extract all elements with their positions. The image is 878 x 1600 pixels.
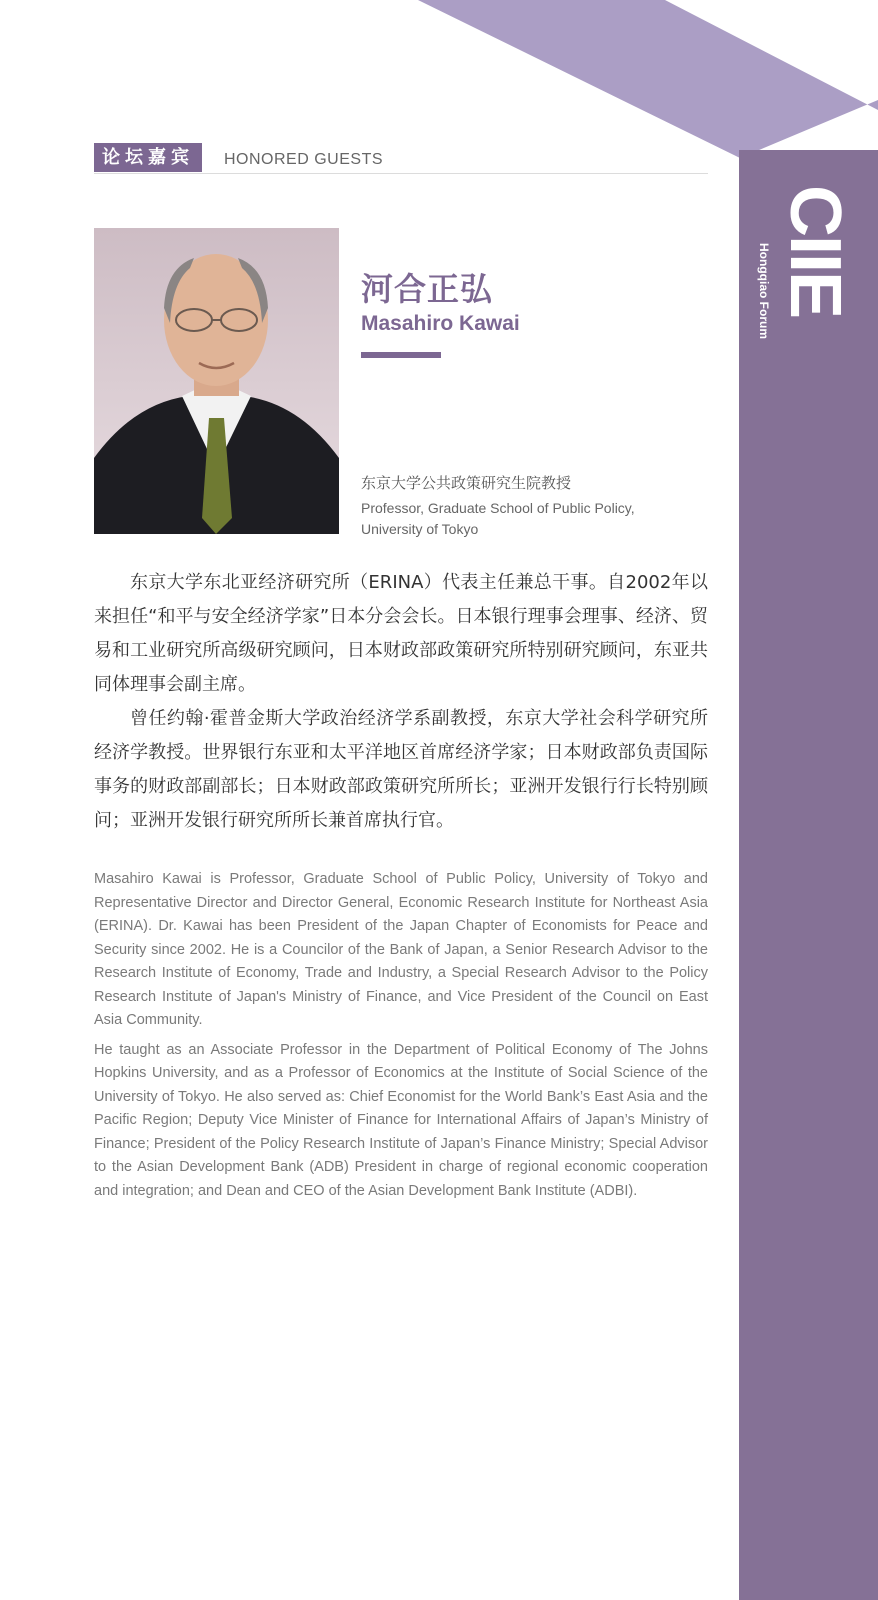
section-label-cn: 论坛嘉宾: [94, 143, 202, 172]
logo-wordmark: CIIE: [775, 185, 855, 318]
bio-en-paragraph-1: Masahiro Kawai is Professor, Graduate School of Public Policy, University of Tokyo and Representative Director and Director General, Economic Research Institute for Northeast Asia (ERINA). Dr. Kawai has been President of the Japan Chapter of Economists for Peace and Security since 2002. He is a Councilor of the Bank of Japan, a Senior Research Advisor to the Research Institute of Economy, Trade and Industry, a Special Research Advisor to the Policy Research Institute of Japan's Ministry of Finance, and Vice President of the Council on East Asia Community.: [94, 871, 708, 1028]
side-band: [739, 150, 878, 1600]
guest-name-cn: 河合正弘: [361, 270, 494, 308]
bio-en-paragraph-2: He taught as an Associate Professor in the Department of Political Economy of The Johns Hopkins University, and as a Professor of Economics at the Institute of Social Science of the University of Tokyo. He also served as: Chief Economist for the World Bank’s East Asia and the Pacific Region; Deputy Vice Minister of Finance for International Affairs of Japan’s Ministry of Finance; President of the Policy Research Institute of Japan’s Finance Ministry; Special Advisor to the Asian Development Bank (ADB) President in charge of regional economic cooperation and integration; and Dean and CEO of the Asian Development Bank Institute (ADBI).: [94, 1041, 708, 1199]
guest-name-en: Masahiro Kawai: [361, 312, 520, 335]
biography-en: [94, 868, 708, 1209]
section-header: [94, 143, 708, 174]
bio-cn-paragraph-1: 东京大学东北亚经济研究所（ERINA）代表主任兼总干事。自2002年以来担任“和平与安全经济学家”日本分会会长。日本银行理事会理事、经济、贸易和工业研究所高级研究顾问，日本财政部政策研究所特别研究顾问，东亚共同体理事会副主席。: [94, 572, 708, 695]
biography-cn: [94, 566, 708, 838]
guest-title-en: Professor, Graduate School of Public Policy, University of Tokyo: [361, 500, 635, 537]
guest-title-cn: 东京大学公共政策研究生院教授: [361, 474, 572, 492]
section-label-en: HONORED GUESTS: [224, 151, 384, 168]
logo-subtitle: Hongqiao Forum: [757, 243, 771, 339]
guest-portrait: [94, 228, 339, 534]
bio-cn-paragraph-2: 曾任约翰·霍普金斯大学政治经济学系副教授，东京大学社会科学研究所经济学教授。世界银行东亚和太平洋地区首席经济学家；日本财政部负责国际事务的财政部副部长；日本财政部政策研究所所长；亚洲开发银行行长特别顾问；亚洲开发银行研究所所长兼首席执行官。: [94, 708, 708, 831]
name-underline: [361, 352, 441, 358]
ciie-logo: [754, 185, 854, 355]
